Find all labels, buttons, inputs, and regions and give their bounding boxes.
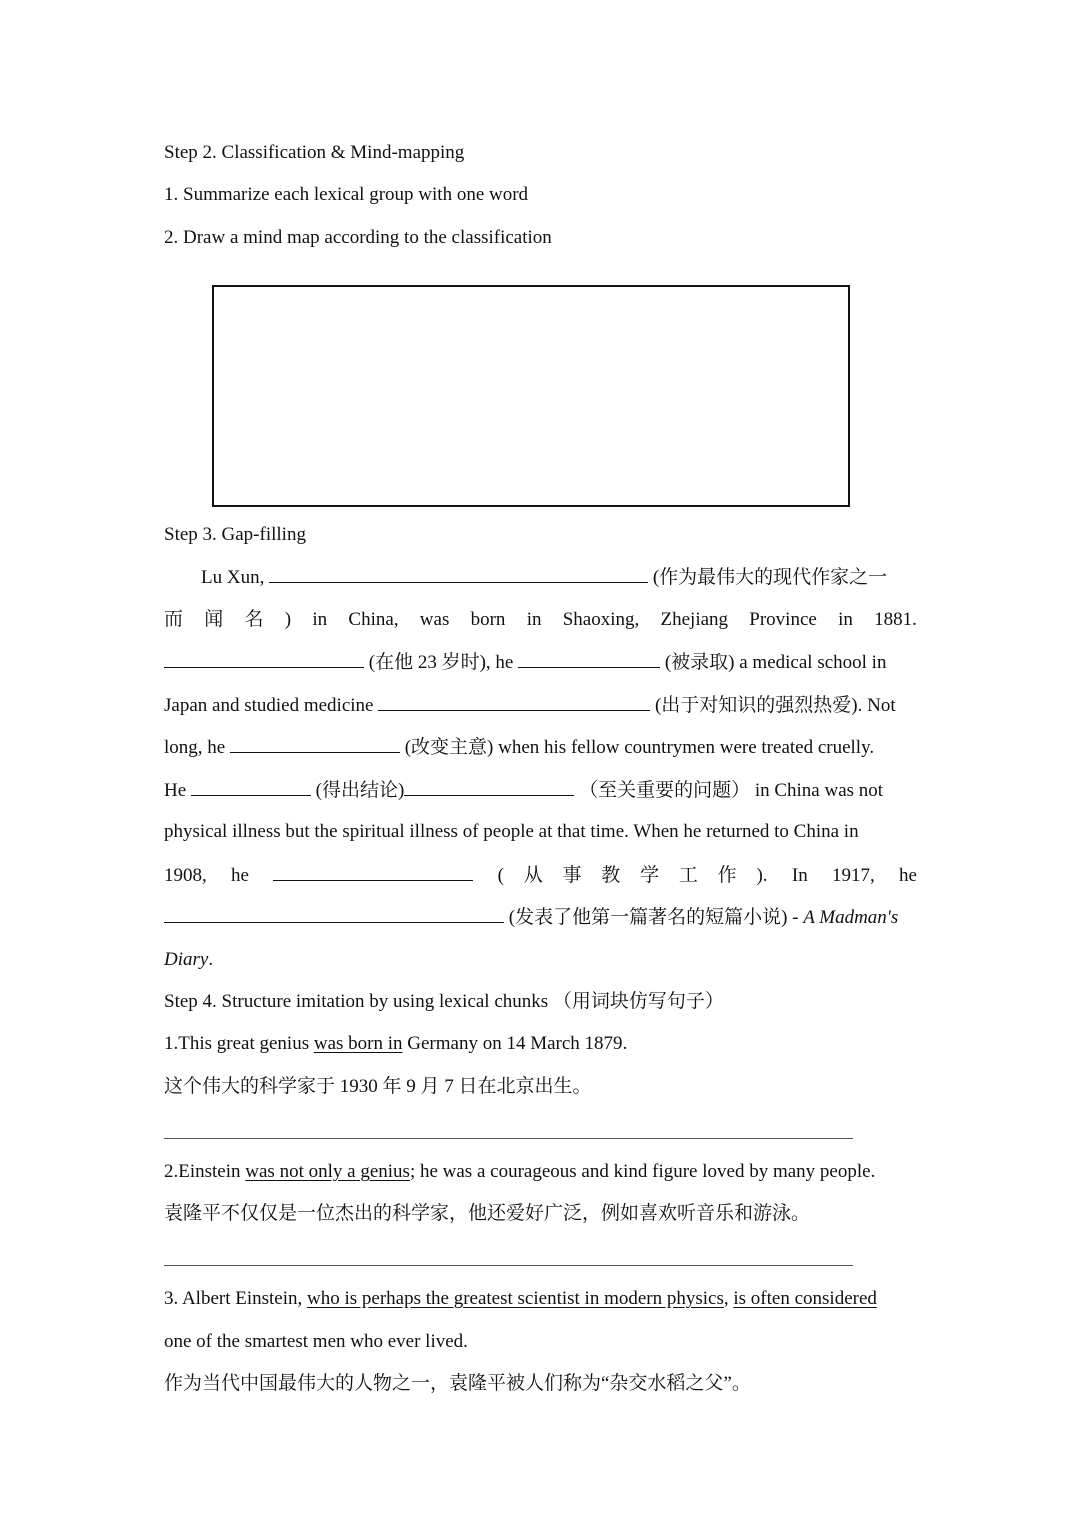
gap-line-10 <box>164 947 213 973</box>
gap-text: Japan and studied medicine <box>164 695 374 716</box>
translation-1: 这个伟大的科学家于 1930 年 9 月 7 日在北京出生。 <box>164 1076 592 1097</box>
gap-blank-1[interactable] <box>269 564 648 583</box>
lexical-chunk: is often considered <box>733 1288 877 1309</box>
translation-2: 袁隆平不仅仅是一位杰出的科学家，他还爱好广泛，例如喜欢听音乐和游泳。 <box>164 1203 811 1224</box>
gap-hint: （至关重要的问题） <box>579 780 751 801</box>
sentence-text: , <box>723 1288 734 1309</box>
justified-word: in <box>312 609 328 630</box>
answer-line-2[interactable] <box>164 1265 853 1266</box>
book-title: Diary <box>164 949 209 970</box>
justified-word: in <box>838 609 853 630</box>
gap-text: long, he <box>164 737 226 758</box>
justified-word: 闻 <box>204 609 224 630</box>
lexical-chunk: who is perhaps the greatest scientist in modern physics <box>307 1288 724 1309</box>
gap-line-1 <box>201 564 887 591</box>
gap-hint: (出于对知识的强烈热爱). Not <box>654 695 896 716</box>
step2-item-1: 1. Summarize each lexical group with one word <box>164 184 529 205</box>
justified-word: 学 <box>640 865 660 886</box>
step2-item-2: 2. Draw a mind map according to the classification <box>164 227 552 248</box>
sentence-text: 1.This great genius <box>164 1033 314 1054</box>
justified-word: 事 <box>562 865 582 886</box>
gap-line-4 <box>164 692 896 719</box>
justified-word: 从 <box>523 865 543 886</box>
gap-hint: (在他 23 岁时), he <box>368 652 514 673</box>
gap-text: he <box>899 865 917 886</box>
lexical-chunk: was born in <box>313 1033 403 1054</box>
justified-word: ( <box>497 865 504 886</box>
gap-hint: (得出结论) <box>315 780 405 801</box>
sentence-2 <box>164 1159 875 1185</box>
gap-text: he <box>231 865 249 886</box>
step4-heading: Step 4. Structure imitation by using lexical chunks （用词块仿写句子） <box>164 991 724 1012</box>
gap-line-5 <box>164 734 874 761</box>
sentence-text: 2.Einstein <box>164 1161 246 1182</box>
justified-word: 1881. <box>874 609 917 630</box>
justified-word: 作 <box>717 865 737 886</box>
gap-hint-spaced <box>498 863 768 889</box>
lexical-chunk: was not only a genius <box>245 1161 410 1182</box>
justified-word: China, <box>348 609 399 630</box>
gap-line-3 <box>164 649 886 676</box>
gap-line-2 <box>164 607 917 633</box>
justified-word: 工 <box>678 865 698 886</box>
gap-blank-7[interactable] <box>404 777 574 796</box>
justified-word: Zhejiang <box>660 609 729 630</box>
translation-3: 作为当代中国最伟大的人物之一，袁隆平被人们称为“杂交水稻之父”。 <box>164 1373 751 1394</box>
gap-blank-5[interactable] <box>230 734 400 753</box>
sentence-text: 3. Albert Einstein, <box>164 1288 308 1309</box>
gap-hint: (被录取) a medical school in <box>664 652 887 673</box>
gap-text: In <box>791 865 808 886</box>
step2-heading: Step 2. Classification & Mind-mapping <box>164 142 465 163</box>
justified-word: Shaoxing, <box>562 609 640 630</box>
gap-line-6 <box>164 777 883 804</box>
justified-word: 教 <box>601 865 621 886</box>
gap-text: . <box>208 949 214 970</box>
justified-word: 而 <box>164 609 184 630</box>
gap-hint: (改变主意) when his fellow countrymen were treated cruelly. <box>404 737 875 758</box>
gap-blank-3[interactable] <box>518 649 660 668</box>
gap-hint: (作为最伟大的现代作家之一 <box>652 567 888 588</box>
gap-text: 1917, <box>832 865 875 886</box>
justified-word: ) <box>284 609 292 630</box>
gap-blank-8[interactable] <box>273 862 473 881</box>
gap-line-9 <box>164 904 898 931</box>
sentence-text: ; he was a courageous and kind figure loved by many people. <box>409 1161 876 1182</box>
gap-blank-9[interactable] <box>164 904 504 923</box>
answer-line-1[interactable] <box>164 1138 853 1139</box>
gap-text: in China was not <box>754 780 884 801</box>
sentence-3 <box>164 1286 877 1312</box>
gap-line-7: physical illness but the spiritual illness of people at that time. When he returned to China in <box>164 821 859 842</box>
justified-word: in <box>526 609 542 630</box>
mind-map-box[interactable] <box>212 285 850 507</box>
gap-blank-6[interactable] <box>191 777 311 796</box>
gap-text: He <box>164 780 187 801</box>
justified-word: was <box>419 609 450 630</box>
sentence-1 <box>164 1031 627 1057</box>
justified-word: Province <box>749 609 817 630</box>
sentence-text: Germany on 14 March 1879. <box>402 1033 628 1054</box>
gap-blank-2[interactable] <box>164 649 364 668</box>
gap-blank-4[interactable] <box>378 692 650 711</box>
justified-word: ). <box>756 865 768 886</box>
sentence-3-cont: one of the smartest men who ever lived. <box>164 1331 468 1352</box>
step3-heading: Step 3. Gap-filling <box>164 524 306 545</box>
justified-word: born <box>470 609 506 630</box>
gap-hint: (发表了他第一篇著名的短篇小说) - <box>508 907 799 928</box>
gap-text: Lu Xun, <box>201 567 265 588</box>
gap-text: 1908, <box>164 865 207 886</box>
book-title: A Madman's <box>803 907 899 928</box>
justified-word: 名 <box>244 609 264 630</box>
gap-line-8 <box>164 862 917 889</box>
